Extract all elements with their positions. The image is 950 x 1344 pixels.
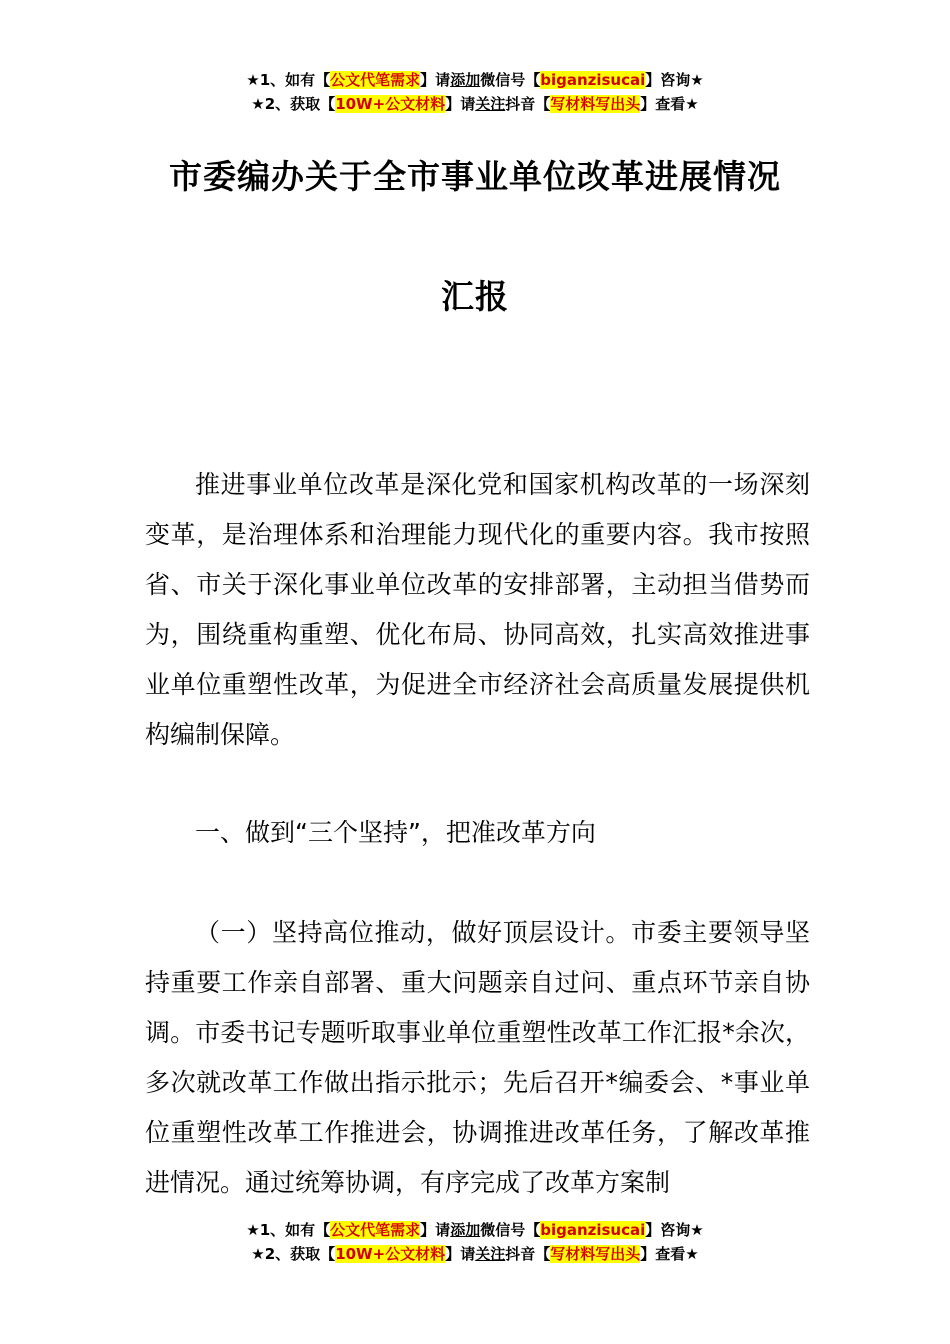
promo-underline: 添加 <box>450 1221 481 1239</box>
promo-text: 】查看★ <box>640 95 699 113</box>
subsection-paragraph: （一）坚持高位推动，做好顶层设计。市委主要领导坚持重要工作亲自部署、重大问题亲自过问、重点环节亲自协调。市委书记专题听取事业单位重塑性改革工作汇报*余次，多次就改革工作做出指示批示；先后召开*编委会、*事业单位重塑性改革工作推进会，协调推进改革任务，了解改革推进情况。通过统筹协调，有序完成了改革方案制 <box>145 918 810 1197</box>
promo-text: 微信号【 <box>480 1221 541 1239</box>
promo-line-1 <box>0 1218 950 1242</box>
document-title: 市委编办关于全市事业单位改革进展情况 <box>169 157 781 196</box>
promo-highlight: 写材料写出头 <box>550 1245 641 1263</box>
promo-line-2 <box>0 92 950 116</box>
promo-line-2 <box>0 1242 950 1266</box>
intro-paragraph: 推进事业单位改革是深化党和国家机构改革的一场深刻变革，是治理体系和治理能力现代化的重要内容。我市按照省、市关于深化事业单位改革的安排部署，主动担当借势而为，围绕重构重塑、优化布局、协同高效，扎实高效推进事业单位重塑性改革，为促进全市经济社会高质量发展提供机构编制保障。 <box>145 470 810 749</box>
promo-text: 】请 <box>420 1221 451 1239</box>
promo-text: ★2、获取【 <box>251 95 336 113</box>
promo-highlight: 公文代笔需求 <box>330 1221 421 1239</box>
promo-text: 】查看★ <box>640 1245 699 1263</box>
promo-text: 抖音【 <box>505 1245 551 1263</box>
promo-text: 抖音【 <box>505 95 551 113</box>
promo-banner-bottom <box>0 1218 950 1266</box>
promo-text: ★2、获取【 <box>251 1245 336 1263</box>
promo-highlight: 写材料写出头 <box>550 95 641 113</box>
promo-text: 】咨询★ <box>645 71 704 89</box>
promo-underline: 添加 <box>450 71 481 89</box>
promo-text: ★1、如有【 <box>246 1221 331 1239</box>
section-heading: 一、做到“三个坚持”，把准改革方向 <box>195 818 596 847</box>
promo-highlight: biganzisucai <box>540 1221 646 1239</box>
promo-text: 】请 <box>445 95 476 113</box>
promo-text: 】请 <box>420 71 451 89</box>
promo-underline: 关注 <box>475 1245 506 1263</box>
promo-line-1 <box>0 68 950 92</box>
promo-highlight: 10W+公文材料 <box>335 1245 446 1263</box>
promo-text: ★1、如有【 <box>246 71 331 89</box>
promo-underline: 关注 <box>475 95 506 113</box>
document-title-continued: 汇报 <box>441 277 509 316</box>
promo-text: 微信号【 <box>480 71 541 89</box>
promo-banner-top <box>0 68 950 116</box>
promo-highlight: 公文代笔需求 <box>330 71 421 89</box>
promo-text: 】咨询★ <box>645 1221 704 1239</box>
promo-highlight: 10W+公文材料 <box>335 95 446 113</box>
promo-highlight: biganzisucai <box>540 71 646 89</box>
promo-text: 】请 <box>445 1245 476 1263</box>
